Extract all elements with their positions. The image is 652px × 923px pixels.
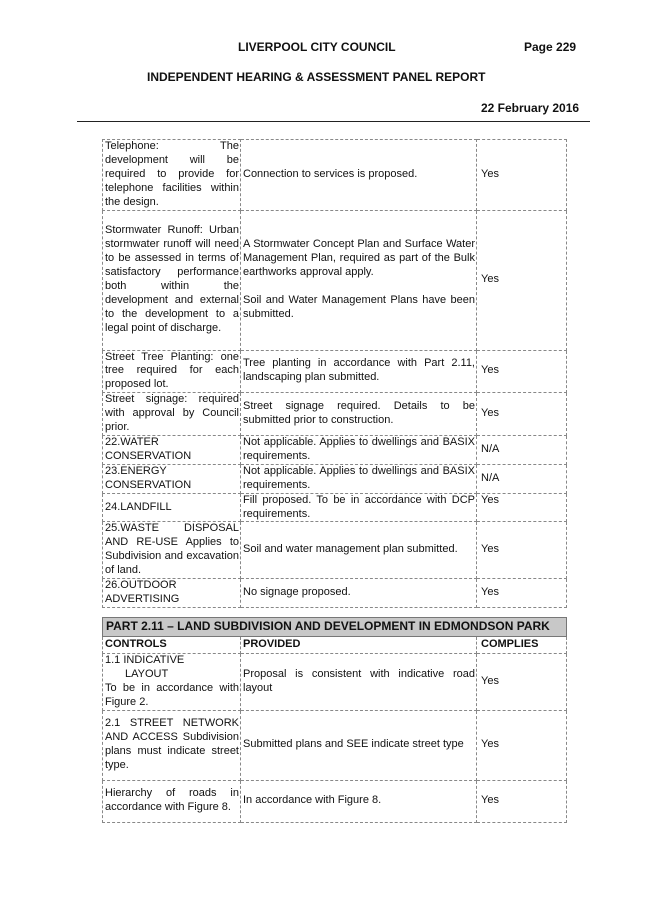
complies-cell: Yes xyxy=(477,140,567,211)
table-row xyxy=(103,435,567,464)
complies-cell: Yes xyxy=(477,493,567,522)
complies-cell: N/A xyxy=(477,464,567,493)
provided-cell: Connection to services is proposed. xyxy=(241,140,477,211)
complies-cell: Yes xyxy=(477,710,567,780)
report-date: 22 February 2016 xyxy=(481,101,580,115)
part-2-11-table xyxy=(102,617,567,823)
table-row xyxy=(103,350,567,393)
complies-cell: N/A xyxy=(477,435,567,464)
control-heading: 1.1 INDICATIVE xyxy=(105,654,185,666)
provided-cell: Fill proposed. To be in accordance with DCP requirements. xyxy=(241,493,477,522)
provided-text-2: Soil and Water Management Plans have been submitted. xyxy=(243,293,475,320)
control-heading: 25.WASTE DISPOSAL AND RE-USE xyxy=(105,522,239,549)
table-row xyxy=(103,654,567,711)
table-row xyxy=(103,780,567,822)
header-complies: COMPLIES xyxy=(477,637,567,654)
provided-cell: Submitted plans and SEE indicate street type xyxy=(241,710,477,780)
provided-cell: Not applicable. Applies to dwellings and BASIX requirements. xyxy=(241,435,477,464)
control-cell xyxy=(103,710,241,780)
council-name: LIVERPOOL CITY COUNCIL xyxy=(238,40,396,54)
control-cell: 24.LANDFILL xyxy=(103,493,241,522)
control-detail: Subdivision plans must indicate street type. xyxy=(105,731,239,772)
control-cell: Street Tree Planting: one tree required for each proposed lot. xyxy=(103,350,241,393)
complies-cell: Yes xyxy=(477,780,567,822)
table-header-row xyxy=(103,637,567,654)
control-heading: 2.1 STREET NETWORK AND ACCESS xyxy=(105,717,239,744)
table-row xyxy=(103,493,567,522)
table-row xyxy=(103,464,567,493)
control-cell: 26.OUTDOOR ADVERTISING xyxy=(103,579,241,608)
table-row xyxy=(103,522,567,579)
table-title-row xyxy=(103,618,567,637)
control-detail: Applies to Subdivision and excavation of land. xyxy=(105,536,240,577)
control-cell xyxy=(103,522,241,579)
control-cell: Hierarchy of roads in accordance with Figure 8. xyxy=(103,780,241,822)
table-row xyxy=(103,140,567,211)
complies-cell: Yes xyxy=(477,350,567,393)
compliance-table-continued xyxy=(102,139,567,608)
table-title: PART 2.11 – LAND SUBDIVISION AND DEVELOPMENT IN EDMONDSON PARK xyxy=(103,618,567,637)
control-cell: 22.WATER CONSERVATION xyxy=(103,435,241,464)
provided-cell xyxy=(241,210,477,350)
complies-cell: Yes xyxy=(477,654,567,711)
provided-cell: No signage proposed. xyxy=(241,579,477,608)
control-cell: Stormwater Runoff: Urban stormwater runoff will need to be assessed in terms of satisfactory performance both within the development and external to the development to a legal point of discharge. xyxy=(103,210,241,350)
complies-cell: Yes xyxy=(477,393,567,436)
table-row xyxy=(103,579,567,608)
provided-cell: Street signage required. Details to be submitted prior to construction. xyxy=(241,393,477,436)
provided-cell: Not applicable. Applies to dwellings and BASIX requirements. xyxy=(241,464,477,493)
provided-cell: In accordance with Figure 8. xyxy=(241,780,477,822)
complies-cell: Yes xyxy=(477,579,567,608)
control-heading-2: LAYOUT xyxy=(125,667,169,680)
control-cell: 23.ENERGY CONSERVATION xyxy=(103,464,241,493)
header-provided: PROVIDED xyxy=(241,637,477,654)
control-cell xyxy=(103,654,241,711)
table-row xyxy=(103,710,567,780)
table-row xyxy=(103,393,567,436)
provided-cell: Tree planting in accordance with Part 2.11, landscaping plan submitted. xyxy=(241,350,477,393)
provided-cell: Soil and water management plan submitted. xyxy=(241,522,477,579)
complies-cell: Yes xyxy=(477,210,567,350)
control-detail: To be in accordance with Figure 2. xyxy=(105,681,239,708)
header-controls: CONTROLS xyxy=(103,637,241,654)
complies-cell: Yes xyxy=(477,522,567,579)
control-cell: Telephone: The development will be required to provide for telephone facilities within the design. xyxy=(103,140,241,211)
provided-text: A Stormwater Concept Plan and Surface Water Management Plan, required as part of the Bulk earthworks approval apply. xyxy=(243,238,475,279)
table-row xyxy=(103,210,567,350)
header-rule xyxy=(77,121,590,122)
report-title: INDEPENDENT HEARING & ASSESSMENT PANEL REPORT xyxy=(147,70,486,84)
provided-cell: Proposal is consistent with indicative road layout xyxy=(241,654,477,711)
control-cell: Street signage: required with approval by Council prior. xyxy=(103,393,241,436)
page-number: Page 229 xyxy=(524,40,577,54)
